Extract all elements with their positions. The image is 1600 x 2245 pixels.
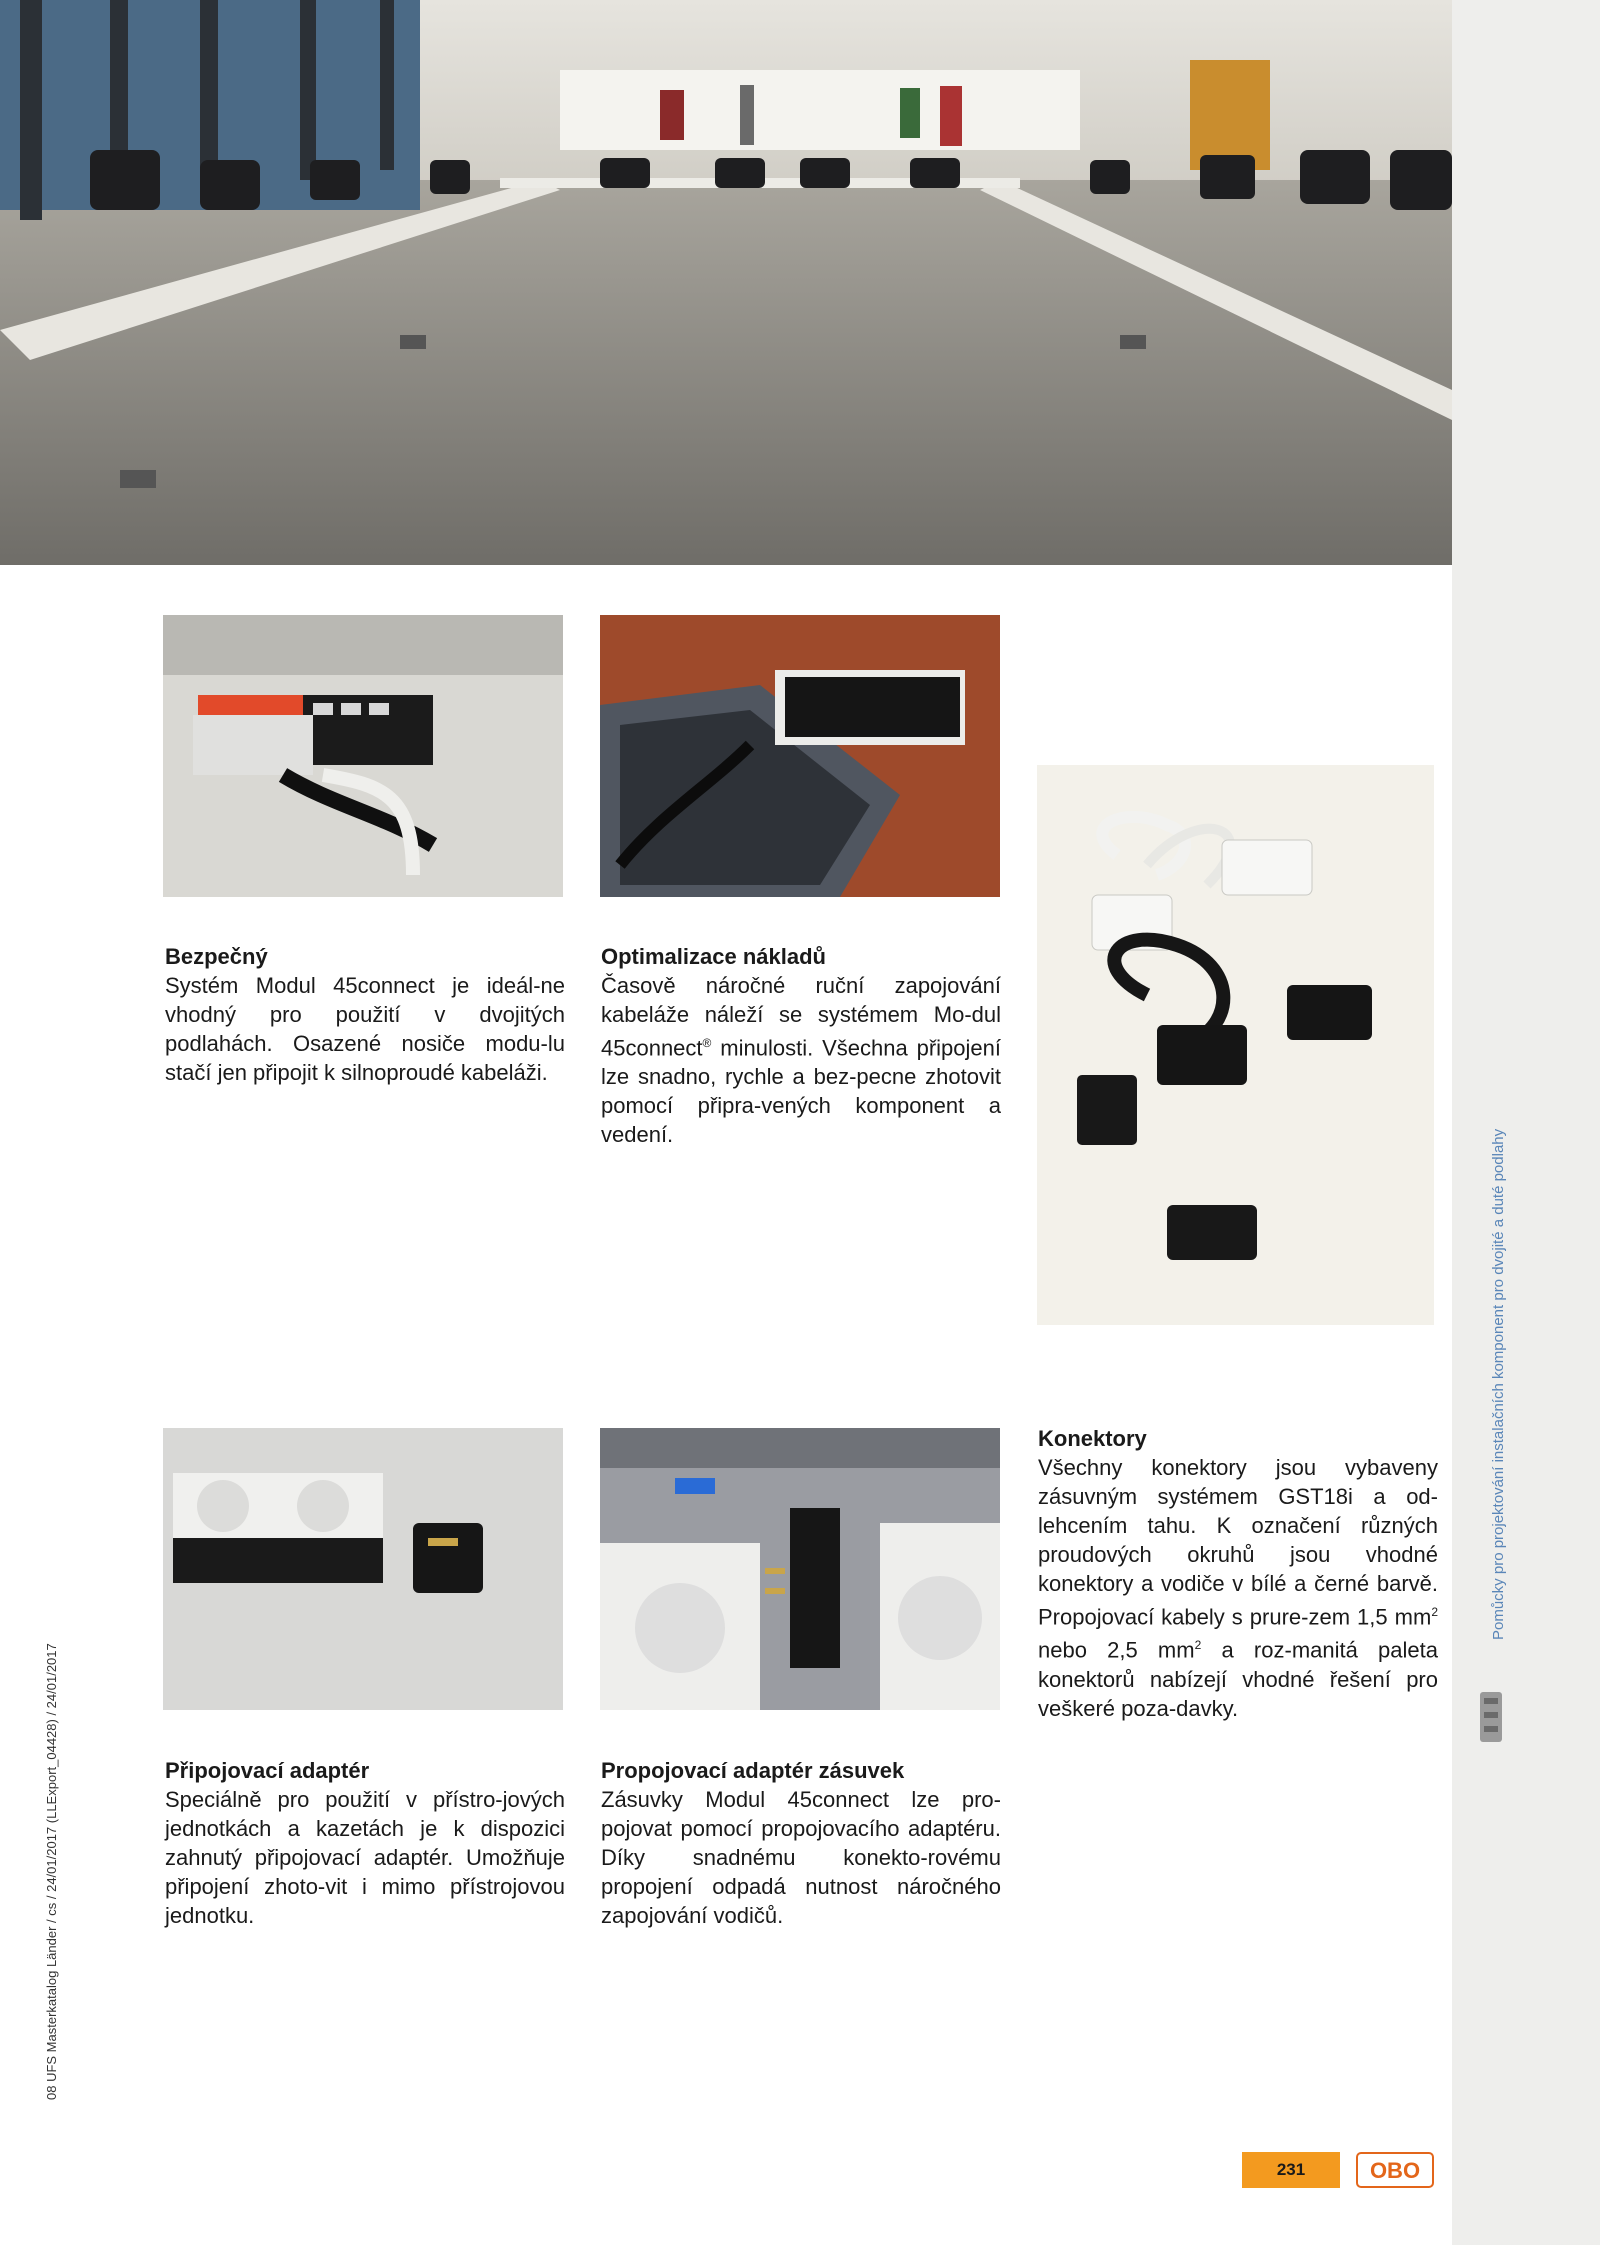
section-body: Systém Modul 45connect je ideál-ne vhodný pro použití v dvojitých podlahách. Osazené nosiče modu-lu stačí jen připojit k silnoproudé kabeláži. xyxy=(165,973,565,1085)
section-title: Propojovací adaptér zásuvek xyxy=(601,1758,905,1783)
section-title: Konektory xyxy=(1038,1426,1147,1451)
conference-room-photo xyxy=(0,0,1452,565)
connector-icon xyxy=(1478,1690,1504,1744)
photo-propojovaci xyxy=(600,1428,1000,1710)
obo-logo xyxy=(1356,2152,1434,2188)
section-body: Speciálně pro použití v přístro-jových jednotkách a kazetách je k dispozici zahnutý připojovací adaptér. Umožňuje připojení zhoto-vit i mimo přístrojovou jednotku. xyxy=(165,1787,565,1928)
section-title: Připojovací adaptér xyxy=(165,1758,370,1783)
photo-bezpecny xyxy=(163,615,563,897)
section-bezpecny xyxy=(165,943,565,1087)
section-title: Optimalizace nákladů xyxy=(601,944,826,969)
section-propojovaci xyxy=(601,1757,1001,1930)
hero-photo xyxy=(0,0,1452,565)
section-body: Zásuvky Modul 45connect lze pro-pojovat pomocí propojovacího adaptéru. Díky snadnému konekto-rovému propojení odpadá nutnost náročného zapojování vodičů. xyxy=(601,1787,1001,1928)
section-title: Bezpečný xyxy=(165,944,268,969)
photo-optimalizace xyxy=(600,615,1000,897)
section-konektory xyxy=(1038,1425,1438,1723)
photo-konektory xyxy=(1037,765,1434,1325)
svg-text:OBO: OBO xyxy=(1369,2158,1421,2183)
section-body: Všechny konektory jsou vybaveny zásuvným systémem GST18i a od-lehcením tahu. K označení různých proudových okruhů jsou vhodné konektory a vodiče v bílé a černé barvě. Propojovací kabely s prure-zem 1,5 $mm^2$ nebo 2,5 $mm^2$ a roz-manitá paleta konektorů nabízejí vhodné řešení pro veškeré poza-davky. xyxy=(1038,1455,1438,1721)
section-body: Časově náročné ruční zapojování kabeláže náleží se systémem Mo-dul 45connect® minulosti. Všechna připojení lze snadno, rychle a bez-pecne zhotovit pomocí připra-vených komponent a vedení. xyxy=(601,973,1001,1148)
page-number: 231 xyxy=(1242,2152,1340,2188)
section-optimalizace xyxy=(601,943,1001,1149)
sidebar xyxy=(1452,0,1600,2245)
section-pripojovaci xyxy=(165,1757,565,1930)
photo-pripojovaci xyxy=(163,1428,563,1710)
